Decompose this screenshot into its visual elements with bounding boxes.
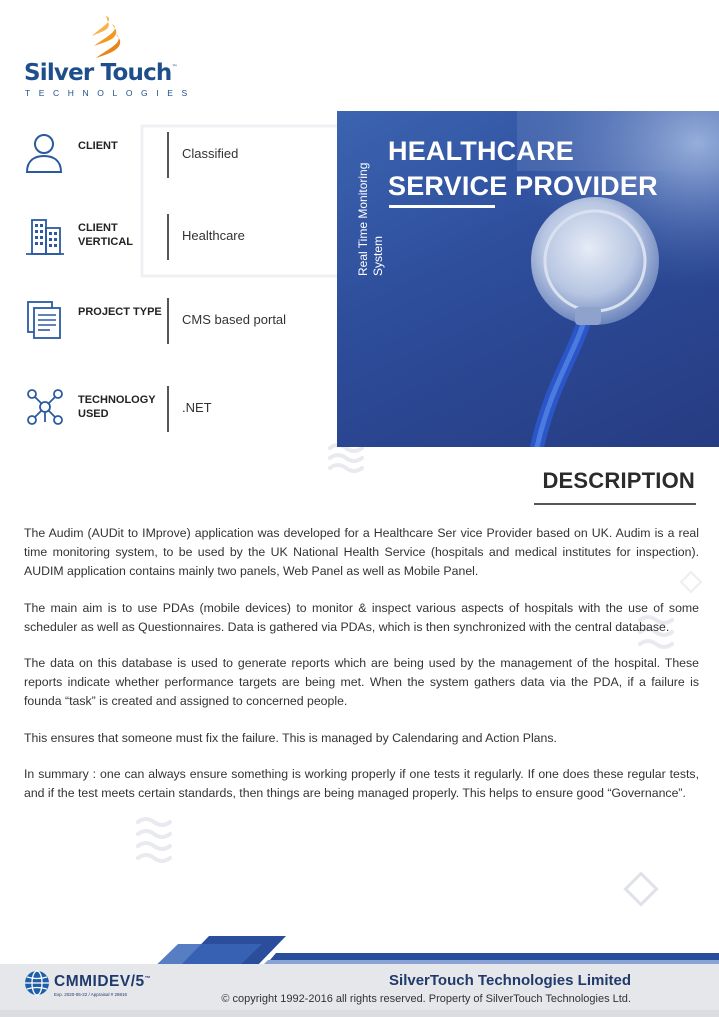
project-type-label: PROJECT TYPE — [78, 306, 162, 318]
documents-icon — [24, 298, 66, 340]
footer — [0, 930, 719, 1017]
separator — [167, 214, 169, 260]
client-vertical-value: Healthcare — [182, 228, 245, 243]
technology-label: TECHNOLOGY USED — [78, 394, 156, 420]
brand-tagline: TECHNOLOGIES — [25, 88, 196, 98]
info-row-project-type — [24, 298, 324, 346]
network-icon — [24, 386, 66, 428]
client-person-icon — [24, 132, 66, 174]
hero-title-underline — [389, 205, 495, 208]
info-row-client — [24, 132, 324, 180]
description-paragraph: The main aim is to use PDAs (mobile devices) to monitor & inspect various aspects of hospitals with the use of some scheduler as well as Questionnaires. Data is gathered via PDAs, which is then synchronized with the central database. — [24, 600, 699, 634]
footer-copyright: © copyright 1992-2016 all rights reserved. Property of SilverTouch Technologies Ltd. — [221, 993, 631, 1005]
silver-touch-logo — [24, 14, 196, 98]
cmmi-label: CMMIDEV/5™ — [54, 973, 152, 990]
client-label: CLIENT — [78, 140, 118, 152]
description-paragraph: This ensures that someone must fix the failure. This is managed by Calendaring and Action Plans. — [24, 730, 557, 745]
description-paragraph: In summary : one can always ensure something is working properly if one tests it regularly. If one does these regular tests, and if the test meets certain standards, then things are being managed properly. This helps to ensure good “Governance”. — [24, 766, 699, 801]
description-underline — [534, 503, 696, 505]
hero-title: HEALTHCARE SERVICE PROVIDER — [388, 136, 658, 201]
building-icon — [24, 214, 66, 256]
cmmi-badge — [24, 970, 154, 1006]
brand-name: Silver Touch™ — [24, 60, 177, 86]
description-heading: DESCRIPTION — [542, 468, 695, 493]
description-body — [24, 524, 699, 820]
client-value: Classified — [182, 146, 239, 161]
description-paragraph: The data on this database is used to generate reports which are being used by the management of the hospital. These reports indicate whether performance targets are being met. When the system gathers data via the PDA, if a failure is founda “task” is created and assigned to concerned people. — [24, 656, 699, 709]
info-row-client-vertical — [24, 214, 324, 262]
hero-vertical-caption: Real Time Monitoring System — [356, 162, 385, 276]
separator — [167, 132, 169, 178]
technology-value: .NET — [182, 400, 212, 415]
footer-company-name: SilverTouch Technologies Limited — [389, 972, 631, 989]
cmmi-appraisal: Exp. 2020-05-22 / Appraisal # 28816 — [54, 992, 128, 997]
separator — [167, 298, 169, 344]
info-row-technology — [24, 386, 324, 434]
cmmi-globe-icon — [24, 970, 50, 996]
project-type-value: CMS based portal — [182, 312, 287, 327]
flame-logo-icon — [76, 14, 126, 60]
separator — [167, 386, 169, 432]
description-paragraph: The Audim (AUDit to IMprove) application was developed for a Healthcare Ser vice Provider based on UK. Audim is a real time monitoring system, to be used by the UK National Health Service (hospitals and medical institutes for inspection). AUDIM application contains mainly two panels, Web Panel as well as Mobile Panel. — [24, 526, 699, 579]
client-vertical-label: CLIENT VERTICAL — [78, 222, 133, 248]
